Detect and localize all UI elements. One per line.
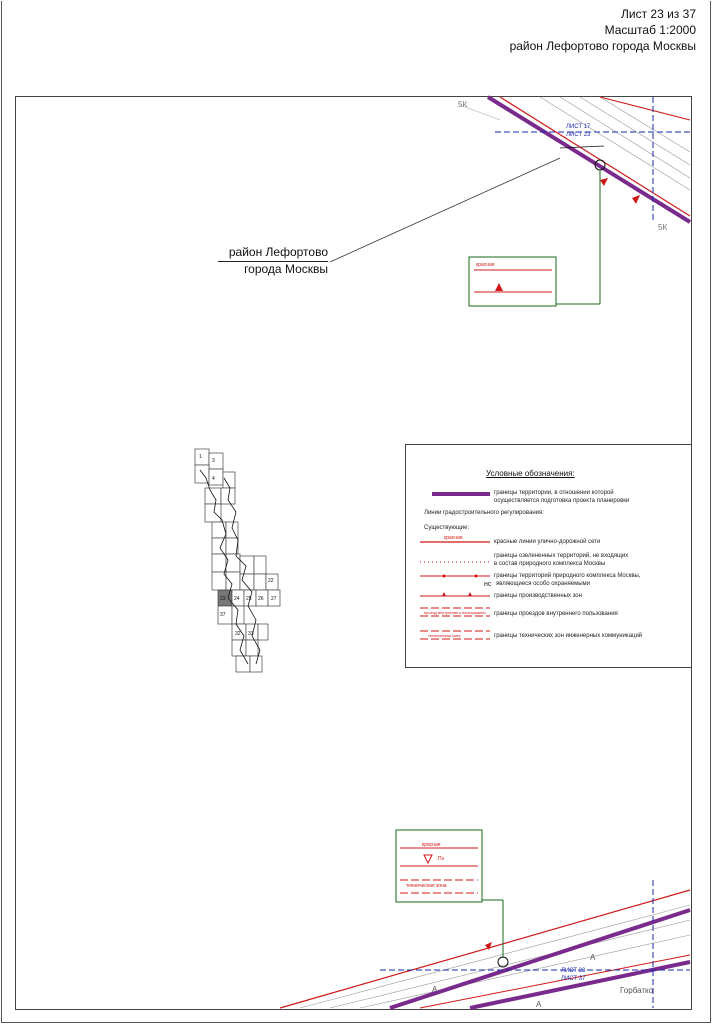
inset-top-label: красная: [476, 262, 495, 268]
svg-text:37: 37: [220, 612, 226, 618]
svg-text:23: 23: [220, 596, 226, 602]
svg-text:24: 24: [234, 596, 240, 602]
inset-bottom-label-1: красная: [422, 842, 441, 848]
svg-text:32: 32: [235, 631, 241, 637]
legend-regulation: Линии градостроительного регулирования:: [424, 510, 544, 516]
legend-sym-red: красная: [444, 535, 463, 541]
zone-label-5k-top: 5К: [458, 100, 468, 109]
sheet-number: Лист 23 из 37: [621, 7, 696, 21]
zone-label-a-1: А: [590, 953, 596, 962]
svg-text:26: 26: [258, 596, 264, 602]
sheet-ref-23b: ЛИСТ 23: [561, 968, 586, 974]
legend: [405, 444, 692, 668]
zone-label-a-2: А: [432, 985, 438, 994]
inset-bottom-label-2: Пз: [438, 856, 444, 862]
svg-text:1: 1: [199, 454, 202, 460]
legend-item-2: границы озелененных территорий, не входящих: [494, 553, 629, 559]
sheet-ref-23a: ЛИСТ 23: [566, 132, 591, 138]
sheet-ref-37: ЛИСТ 37: [561, 976, 586, 982]
legend-item-6: границы производственных зон: [494, 593, 582, 599]
svg-text:33: 33: [248, 631, 254, 637]
sheet-district: район Лефортово города Москвы: [509, 39, 696, 53]
inset-bottom-label-3: техническая зона: [406, 883, 447, 889]
legend-boundary-1: границы территории, в отношении которой: [494, 490, 614, 496]
legend-existing: Существующие:: [424, 525, 470, 531]
svg-text:4: 4: [212, 476, 215, 482]
legend-item-7: границы проездов внутреннего пользования: [494, 611, 618, 617]
legend-title: Условные обозначения:: [486, 469, 575, 478]
legend-sym-nc: нс: [484, 581, 492, 588]
legend-item-1: красные линии улично-дорожной сети: [494, 539, 601, 545]
legend-sym-tech: техническая зона: [428, 633, 461, 638]
svg-text:22: 22: [268, 578, 274, 584]
district-label-line1: район Лефортово: [218, 245, 328, 262]
svg-text:27: 27: [271, 596, 277, 602]
legend-item-4: границы территорий природного комплекса Москвы,: [494, 573, 641, 579]
legend-item-5: являющиеся особо охраняемыми: [496, 581, 591, 587]
street-label: Горбатко: [620, 986, 654, 995]
zone-label-5k-right: 5К: [658, 223, 668, 232]
legend-boundary-2: осуществляется подготовка проекта планировки: [494, 498, 630, 504]
legend-item-8: границы технических зон инженерных коммуникаций: [494, 633, 643, 639]
svg-text:25: 25: [246, 596, 252, 602]
sheet-scale: Масштаб 1:2000: [604, 23, 696, 37]
sheet-ref-17: ЛИСТ 17: [566, 124, 591, 130]
legend-sym-proezd: проезд внутреннего пользования: [424, 610, 486, 615]
legend-item-3: в состав природного комплекса Москвы: [494, 561, 606, 567]
district-label-line2: города Москвы: [244, 262, 328, 276]
svg-text:3: 3: [212, 458, 215, 464]
zone-label-a-3: А: [536, 1000, 542, 1009]
